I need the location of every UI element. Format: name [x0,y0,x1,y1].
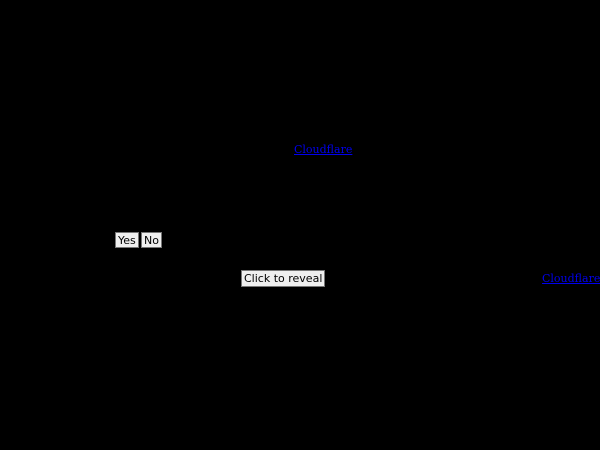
yes-button[interactable]: Yes [115,232,139,248]
click-to-reveal-button[interactable]: Click to reveal [241,270,325,287]
cloudflare-link-top[interactable]: Cloudflare [294,143,353,156]
cloudflare-link-right[interactable]: Cloudflare [542,272,600,285]
no-button[interactable]: No [141,232,162,248]
